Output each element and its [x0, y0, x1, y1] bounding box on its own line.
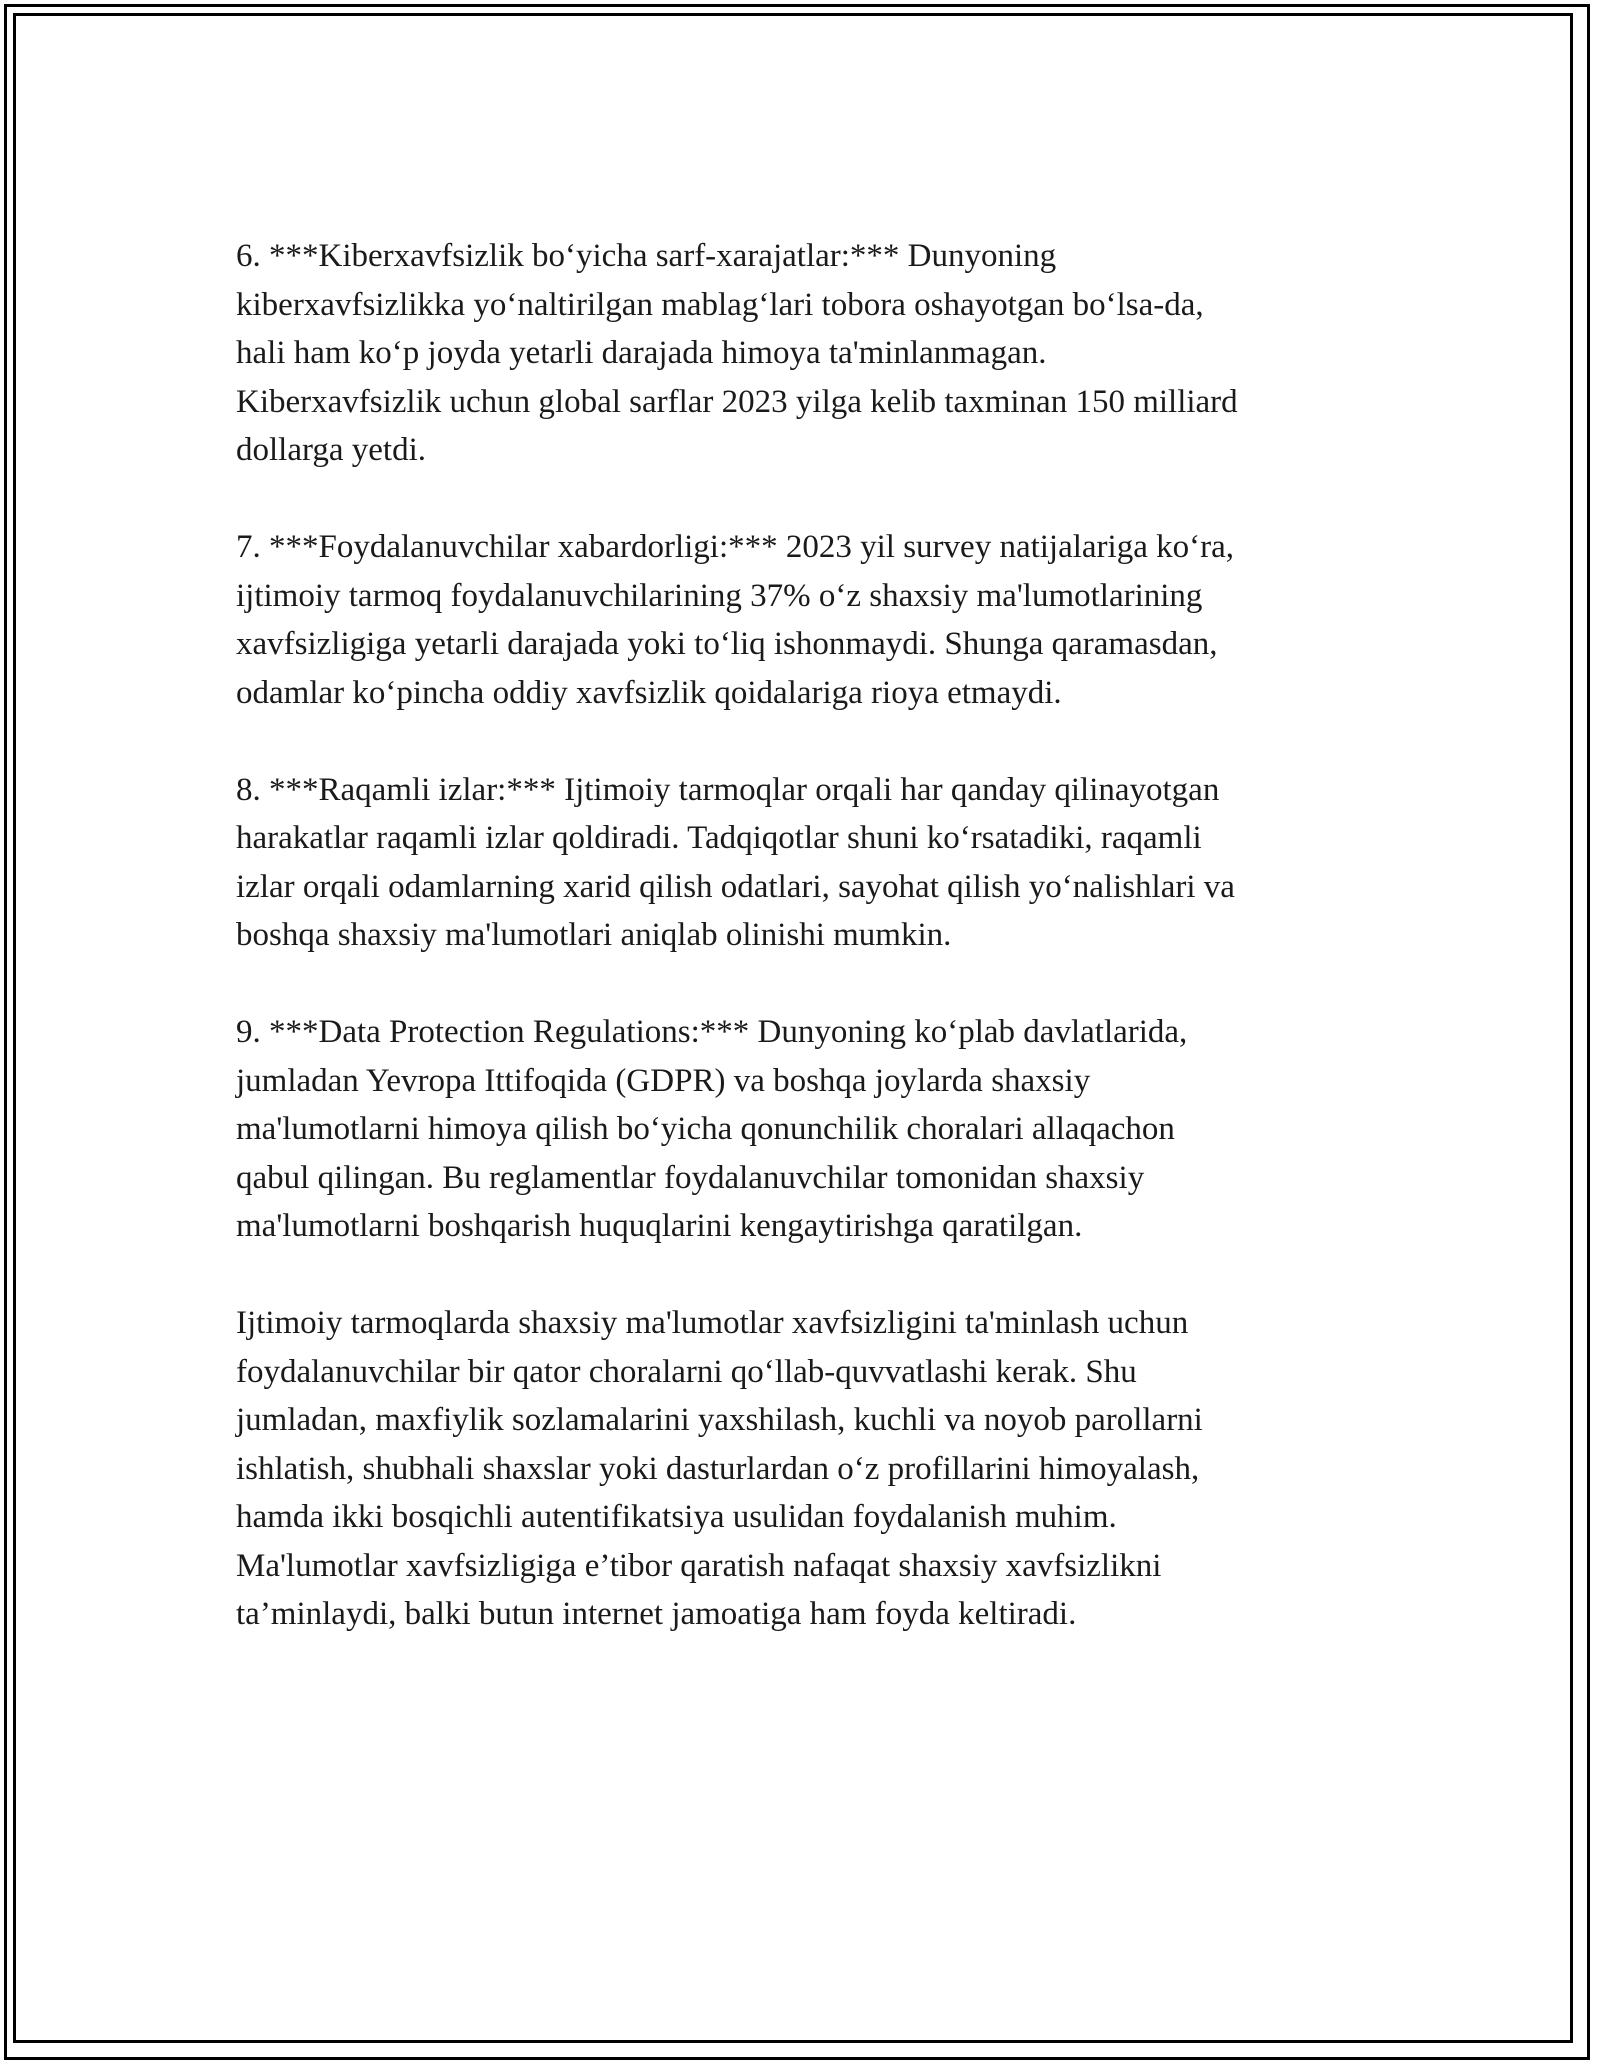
text-line: jumladan, maxfiylik sozlamalarini yaxshilash, kuchli va noyob parollarni [236, 1402, 1203, 1438]
text-line: Ma'lumotlar xavfsizligiga e’tibor qaratish nafaqat shaxsiy xavfsizlikni [236, 1547, 1162, 1584]
text-line: ma'lumotlarni boshqarish huquqlarini kengaytirishga qaratilgan. [236, 1208, 1083, 1244]
text-line: 7. ***Foydalanuvchilar xabardorligi:*** 2023 yil survey natijalariga ko‘ra, [236, 529, 1234, 565]
paragraph-item-7 [236, 523, 1366, 717]
text-line: odamlar ko‘pincha oddiy xavfsizlik qoidalariga rioya etmaydi. [236, 674, 1062, 711]
text-line: 8. ***Raqamli izlar:*** Ijtimoiy tarmoqlar orqali har qanday qilinayotgan [236, 771, 1220, 808]
text-line: hali ham ko‘p joyda yetarli darajada himoya ta'minlanmagan. [236, 335, 1047, 371]
paragraph-item-9 [236, 1008, 1366, 1251]
text-line: ijtimoiy tarmoq foydalanuvchilarining 37% o‘z shaxsiy ma'lumotlarining [236, 577, 1203, 614]
text-line: ta’minlaydi, balki butun internet jamoatiga ham foyda keltiradi. [236, 1596, 1077, 1632]
text-line: boshqa shaxsiy ma'lumotlari aniqlab olinishi mumkin. [236, 917, 952, 953]
text-line: ma'lumotlarni himoya qilish bo‘yicha qonunchilik choralari allaqachon [236, 1111, 1175, 1147]
text-line: 6. ***Kiberxavfsizlik bo‘yicha sarf-xarajatlar:*** Dunyoning [236, 238, 1057, 274]
text-line: izlar orqali odamlarning xarid qilish odatlari, sayohat qilish yo‘nalishlari va [236, 868, 1235, 905]
text-line: foydalanuvchilar bir qator choralarni qo‘llab-quvvatlashi kerak. Shu [236, 1353, 1137, 1390]
text-line: hamda ikki bosqichli autentifikatsiya usulidan foydalanish muhim. [236, 1499, 1117, 1535]
paragraph-conclusion [236, 1299, 1366, 1639]
text-line: kiberxavfsizlikka yo‘naltirilgan mablag‘lari tobora oshayotgan bo‘lsa-da, [236, 286, 1204, 323]
text-line: Ijtimoiy tarmoqlarda shaxsiy ma'lumotlar xavfsizligini ta'minlash uchun [236, 1305, 1189, 1341]
text-line: xavfsizligiga yetarli darajada yoki to‘liq ishonmaydi. Shunga qaramasdan, [236, 626, 1218, 662]
paragraph-item-8 [236, 766, 1366, 960]
text-line: jumladan Yevropa Ittifoqida (GDPR) va boshqa joylarda shaxsiy [236, 1062, 1091, 1099]
text-line: harakatlar raqamli izlar qoldiradi. Tadqiqotlar shuni ko‘rsatadiki, raqamli [236, 820, 1202, 856]
text-line: qabul qilingan. Bu reglamentlar foydalanuvchilar tomonidan shaxsiy [236, 1159, 1145, 1196]
text-line: Kiberxavfsizlik uchun global sarflar 2023 yilga kelib taxminan 150 milliard [236, 383, 1238, 420]
paragraph-item-6 [236, 232, 1366, 475]
text-line: ishlatish, shubhali shaxslar yoki dasturlardan o‘z profillarini himoyalash, [236, 1450, 1200, 1487]
document-body [236, 232, 1366, 1639]
text-line: 9. ***Data Protection Regulations:*** Dunyoning ko‘plab davlatlarida, [236, 1014, 1188, 1050]
text-line: dollarga yetdi. [236, 432, 427, 468]
